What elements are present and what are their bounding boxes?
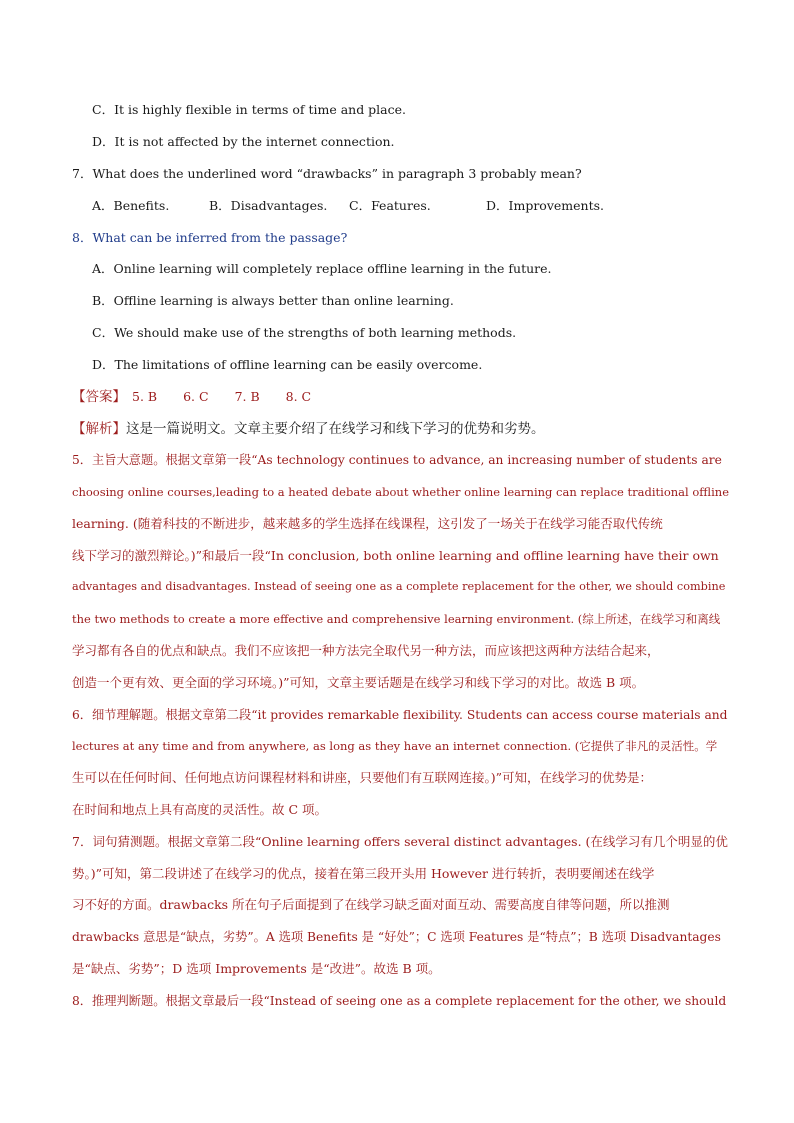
answer-tag: 【答案】	[72, 389, 126, 405]
analysis-tag: 【解析】	[72, 421, 126, 437]
q8-stem: 8．What can be inferred from the passage?	[72, 230, 348, 245]
analysis-line: 8．推理判断题。根据文章最后一段“Instead of seeing one as a complete replacement for the other, we should	[72, 994, 727, 1008]
q8-option-b: B．Offline learning is always better than online learning.	[92, 293, 454, 308]
answer-5: 5. B	[132, 389, 158, 404]
analysis-line: 是“缺点、劣势”；D 选项 Improvements 是“改进”。故选 B 项。	[72, 961, 441, 976]
analysis-line: 7．词句猜测题。根据文章第二段“Online learning offers several distinct advantages. (在线学习有几个明显的优	[72, 834, 728, 849]
analysis-line: 学习都有各自的优点和缺点。我们不应该把一种方法完全取代另一种方法，而应该把这两种方法结合起来，	[72, 643, 660, 658]
analysis-line: 在时间和地点上具有高度的灵活性。故 C 项。	[72, 802, 328, 817]
answer-8: 8. C	[285, 389, 312, 404]
analysis-line: drawbacks 意思是“缺点，劣势”。A 选项 Benefits 是 “好处”；C 选项 Features 是“特点”；B 选项 Disadvantages	[72, 930, 721, 944]
analysis-line: 6．细节理解题。根据文章第二段“it provides remarkable flexibility. Students can access course materials and	[72, 708, 728, 722]
analysis-line: 生可以在任何时间、任何地点访问课程材料和讲座，只要他们有互联网连接。)”可知，在线学习的优势是：	[72, 770, 653, 785]
analysis-line: the two methods to create a more effective and comprehensive learning environment. (综上所述，在线学习和离线	[72, 612, 721, 626]
analysis-intro: 这是一篇说明文。文章主要介绍了在线学习和线下学习的优势和劣势。	[126, 421, 545, 437]
q8-option-a: A．Online learning will completely replace offline learning in the future.	[92, 261, 552, 276]
q7-option-d: D．Improvements.	[486, 198, 604, 213]
answer-7: 7. B	[234, 389, 260, 404]
analysis-line: 势。)”可知，第二段讲述了在线学习的优点，接着在第三段开头用 However 进行转折，表明要阐述在线学	[72, 866, 655, 881]
analysis-line: 5．主旨大意题。根据文章第一段“As technology continues to advance, an increasing number of students are	[72, 453, 722, 467]
q7-option-c: C．Features.	[349, 198, 431, 213]
analysis-line: 习不好的方面。drawbacks 所在句子后面提到了在线学习缺乏面对面互动、需要高度自律等问题，所以推测	[72, 897, 670, 912]
analysis-line: learning. (随着科技的不断进步，越来越多的学生选择在线课程，这引发了一场关于在线学习能否取代传统	[72, 516, 663, 531]
q7-option-b: B．Disadvantages.	[209, 198, 328, 213]
q6-option-c: C．It is highly flexible in terms of time and place.	[92, 102, 407, 117]
answer-6: 6. C	[183, 389, 209, 404]
q7-option-a: A．Benefits.	[92, 198, 170, 213]
q6-option-d: D．It is not affected by the internet connection.	[92, 134, 395, 149]
analysis-line: lectures at any time and from anywhere, as long as they have an internet connection. (它提供了非凡的灵活性。学	[72, 739, 718, 753]
q7-stem: 7．What does the underlined word “drawbacks” in paragraph 3 probably mean?	[72, 166, 582, 181]
analysis-line: choosing online courses,leading to a heated debate about whether online learning can replace traditional offline	[72, 485, 729, 499]
answer-line	[72, 388, 311, 406]
analysis-line: 创造一个更有效、更全面的学习环境。)”可知，文章主要话题是在线学习和线下学习的对比。故选 B 项。	[72, 675, 645, 690]
analysis-intro-line	[72, 420, 545, 438]
analysis-line: advantages and disadvantages. Instead of seeing one as a complete replacement for the other, we should combine	[72, 580, 726, 593]
q8-option-c: C．We should make use of the strengths of both learning methods.	[92, 325, 517, 340]
q8-option-d: D．The limitations of offline learning can be easily overcome.	[92, 357, 483, 372]
analysis-line: 线下学习的激烈辩论。)”和最后一段“In conclusion, both online learning and offline learning have their own	[72, 548, 719, 563]
